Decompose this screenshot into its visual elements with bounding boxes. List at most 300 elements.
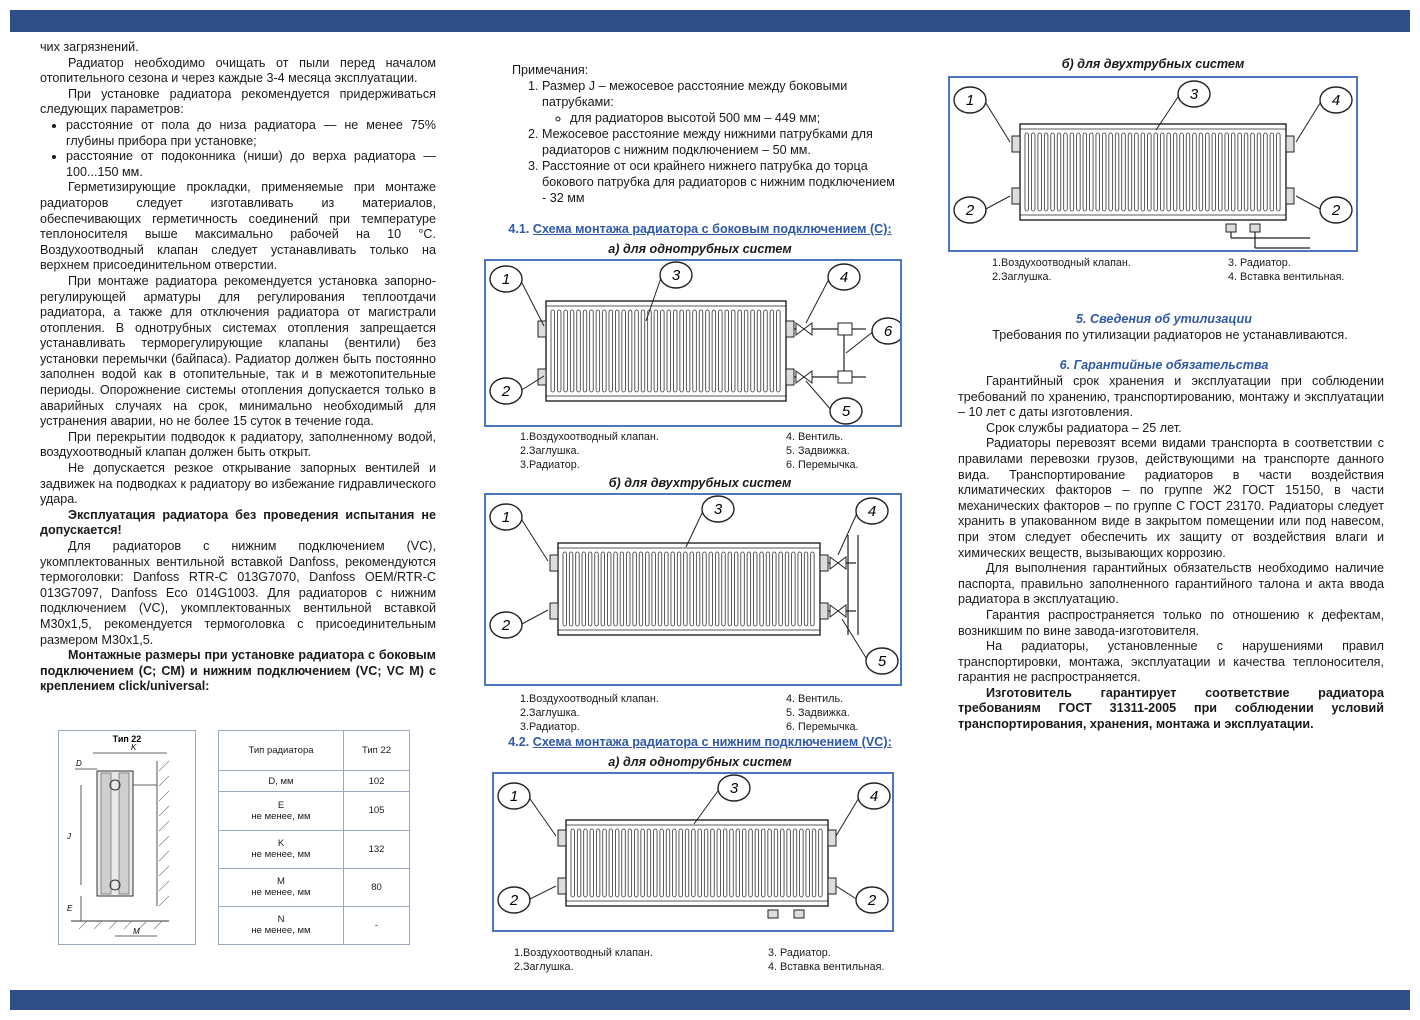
radiator-fin	[1160, 133, 1164, 211]
section-6-title: 6. Гарантийные обязательства	[1059, 358, 1269, 372]
section-41-title: 4.1. Схема монтажа радиатора с боковым подключением (С):	[508, 222, 892, 236]
radiator-fin	[712, 310, 716, 392]
radiator-fin	[722, 552, 725, 626]
radiator-fin	[577, 310, 581, 392]
radiator-fin	[557, 310, 561, 392]
callout-number: 1	[501, 271, 511, 288]
note-item: 1. Размер J – межосевое расстояние между боковыми патрубками: ◦ для радиаторов высотой 500 мм – 449 мм;	[542, 78, 896, 126]
callout-leader	[520, 610, 548, 625]
radiator-fin	[690, 552, 693, 626]
radiator-fin	[757, 310, 761, 392]
diagram-bottom-single-pipe	[492, 772, 894, 932]
legend-side-a	[520, 430, 659, 472]
callout-number: 3	[671, 267, 681, 284]
radiator-fin	[671, 552, 674, 626]
radiator-fin	[699, 310, 703, 392]
radiator-fin	[609, 310, 613, 392]
radiator-fin	[781, 829, 784, 897]
legend-item: 6. Перемычка.	[786, 459, 859, 471]
radiator-fin	[607, 552, 610, 626]
radiator-fin	[628, 310, 632, 392]
section-6-text	[958, 374, 1384, 733]
radiator-fin	[582, 552, 585, 626]
paragraph: Герметизирующие прокладки, применяемые при монтаже радиаторов следует изготавливать из материалов, обеспечивающих герметичность соединений при температуре теплоносителя выше максимально рабочей на 10 °С. Воздухоотводный клапан следует устанавливать только на верхнем присоединительном отверстии.	[40, 180, 436, 273]
legend-item: 3. Радиатор.	[768, 947, 831, 959]
radiator-fin	[698, 829, 701, 897]
radiator-fin	[660, 829, 663, 897]
note-item: 3. Расстояние от оси крайнего нижнего патрубка до торца бокового патрубка для радиаторов с нижним подключением - 32 мм	[542, 158, 896, 206]
radiator-fin	[673, 310, 677, 392]
radiator-fin	[590, 829, 593, 897]
callout-number: 2	[1331, 202, 1341, 219]
legend-side-b-right	[786, 692, 859, 734]
callout-number: 5	[877, 653, 887, 670]
valve-symbol	[796, 323, 812, 335]
warranty-statement: Изготовитель гарантирует соответствие радиатора требованиям ГОСТ 31311-2005 при соблюдении условий транспортирования, хранения, монтажа и эксплуатации.	[958, 685, 1384, 732]
pipe-fitting	[1286, 188, 1294, 204]
radiator-fin	[792, 552, 795, 626]
radiator-fin	[1225, 133, 1229, 211]
callout-leader	[1296, 196, 1322, 210]
radiator-fin	[569, 552, 572, 626]
legend-item: 3.Радиатор.	[520, 459, 580, 471]
radiator-fin	[1180, 133, 1184, 211]
table-cell: K не менее, мм	[219, 830, 344, 868]
radiator-fin	[793, 829, 796, 897]
radiator-fin	[1115, 133, 1119, 211]
radiator-fin	[800, 829, 803, 897]
radiator-fin	[706, 310, 710, 392]
radiator-fin	[774, 829, 777, 897]
bottom-connector	[1250, 224, 1260, 232]
radiator-fin	[1167, 133, 1171, 211]
legend-item: 2.Заглушка.	[992, 271, 1052, 283]
table-cell: M не менее, мм	[219, 868, 344, 906]
radiator-fin	[590, 310, 594, 392]
callout-leader	[984, 100, 1010, 142]
legend-item: 4. Вставка вентильная.	[1228, 271, 1345, 283]
callout-leader	[520, 279, 544, 326]
paragraph: Срок службы радиатора – 25 лет.	[986, 420, 1182, 435]
radiator-fin	[760, 552, 763, 626]
radiator-fin	[755, 829, 758, 897]
pipe-fitting	[538, 321, 546, 337]
legend-item: 4. Вентиль.	[786, 693, 844, 705]
radiator-fin	[577, 829, 580, 897]
legend-bottom-a	[514, 946, 653, 974]
callout-number: 1	[509, 788, 519, 805]
legend-bottom-b-right	[1228, 256, 1344, 284]
valve-symbol	[830, 605, 846, 617]
callout-number: 2	[501, 617, 511, 634]
paragraph: При установке радиатора рекомендуется придерживаться следующих параметров:	[40, 86, 436, 117]
callout-number: 3	[713, 501, 723, 518]
radiator-fin	[596, 829, 599, 897]
legend-item: 1.Воздухоотводный клапан.	[520, 431, 659, 443]
radiator-fin	[804, 552, 807, 626]
radiator-fin	[595, 552, 598, 626]
table-row	[219, 906, 410, 944]
section-5-title: 5. Сведения об утилизации	[1076, 312, 1252, 326]
radiator-fin	[1251, 133, 1255, 211]
callout-number: 1	[965, 92, 975, 109]
gate-valve	[838, 371, 852, 383]
legend-side-b	[520, 692, 659, 734]
radiator-fin	[693, 310, 697, 392]
radiator-fin	[646, 552, 649, 626]
pipe-fitting	[786, 321, 794, 337]
radiator-fin	[1206, 133, 1210, 211]
radiator-fin	[658, 552, 661, 626]
warning-paragraph: Эксплуатация радиатора без проведения испытания не допускается!	[40, 507, 436, 538]
radiator-fin	[635, 310, 639, 392]
pipe-fitting	[550, 555, 558, 571]
callout-number: 2	[867, 892, 877, 909]
radiator-fin	[798, 552, 801, 626]
diagram-side-single-pipe	[484, 259, 902, 427]
radiator-fin	[563, 552, 566, 626]
radiator-fin	[635, 829, 638, 897]
radiator-fin	[715, 552, 718, 626]
radiator-fin	[1122, 133, 1126, 211]
table-header-cell: Тип 22	[344, 731, 410, 771]
svg-text:E: E	[67, 904, 73, 913]
pipe-fitting	[820, 603, 828, 619]
section-42-title: 4.2. Схема монтажа радиатора с нижним подключением (VC):	[508, 735, 892, 749]
radiator-fin	[725, 310, 729, 392]
paragraph: При монтаже радиатора рекомендуется установка запорно-регулирующей арматуры для регулирования теплоотдачи радиатора, а также для отключения радиатора от магистрали отопления. В однотрубных системах отопления запрещается устанавливать терморегулирующие клапаны (вентили) без установки перемычки (байпаса). Радиатор должен быть постоянно заполнен водой как в отопительные, так и в межотопительные периоды. Опорожнение системы отопления допускается только в аварийных случаях на срок, минимально необходимый для устранения аварии, но не более 15 суток в течение года.	[40, 273, 436, 429]
radiator-fin	[1044, 133, 1048, 211]
legend-item: 3.Радиатор.	[520, 721, 580, 733]
radiator-fin	[719, 310, 723, 392]
notes-heading: Примечания:	[512, 63, 589, 77]
radiator-fin	[641, 829, 644, 897]
radiator-fin	[1109, 133, 1113, 211]
radiator-fin	[1128, 133, 1132, 211]
radiator-body	[546, 301, 786, 401]
radiator-fin	[1264, 133, 1268, 211]
table-cell: E не менее, мм	[219, 792, 344, 830]
legend-item: 3. Радиатор.	[1228, 257, 1291, 269]
radiator-fin	[639, 552, 642, 626]
bottom-connector	[1226, 224, 1236, 232]
radiator-fin	[1238, 133, 1242, 211]
pipe-fitting	[558, 830, 566, 846]
callout-number: 4	[1331, 92, 1341, 109]
radiator-fin	[1038, 133, 1042, 211]
radiator-fin	[741, 552, 744, 626]
radiator-fin	[1154, 133, 1158, 211]
callout-leader	[836, 886, 858, 900]
radiator-fin	[564, 310, 568, 392]
section-41-sub-a: а) для однотрубных систем	[608, 242, 792, 256]
paragraph: Радиаторы перевозят всеми видами транспорта в соответствии с правилами перевозки грузов, действующими на транспорте данного вида. Транспортирование радиаторов в части воздействия климатических факторов – по группе Ж2 ГОСТ 15150, в части механических факторов – по группе С ГОСТ 23170. Радиаторы следует хранить в упакованном виде в закрытом помещении или под навесом, при этом следует обеспечить их защиту от воздействия влаги и химических веществ, вызывающих коррозию.	[958, 436, 1384, 560]
radiator-fin	[652, 552, 655, 626]
radiator-fin	[1199, 133, 1203, 211]
radiator-fin	[744, 310, 748, 392]
radiator-fin	[1219, 133, 1223, 211]
radiator-fin	[1277, 133, 1281, 211]
radiator-fin	[603, 829, 606, 897]
radiator-fin	[1090, 133, 1094, 211]
radiator-fin	[785, 552, 788, 626]
paragraph: Для выполнения гарантийных обязательств необходимо наличие паспорта, правильно заполненного гарантийного талона и акта ввода радиатора в эксплуатацию.	[958, 561, 1384, 607]
radiator-fin	[654, 310, 658, 392]
paragraph: При перекрытии подводок к радиатору, заполненному водой, воздухоотводный клапан должен быть открыт.	[40, 429, 436, 460]
callout-number: 3	[729, 780, 739, 797]
radiator-fin	[614, 552, 617, 626]
radiator-fin	[1212, 133, 1216, 211]
legend-item: 1.Воздухоотводный клапан.	[992, 257, 1131, 269]
mounting-dimensions-heading: Монтажные размеры при установке радиатора с боковым подключением (С; СМ) и нижним подключением (VC; VC M) с креплением click/universal:	[40, 648, 436, 694]
radiator-fin	[680, 310, 684, 392]
callout-leader	[520, 517, 548, 561]
radiator-fin	[779, 552, 782, 626]
radiator-fin	[811, 552, 814, 626]
radiator-fin	[1141, 133, 1145, 211]
valve-symbol	[796, 371, 812, 383]
radiator-fin	[1025, 133, 1029, 211]
left-column-text	[40, 40, 436, 695]
callout-leader	[806, 381, 832, 411]
radiator-fin	[588, 552, 591, 626]
radiator-fin	[596, 310, 600, 392]
radiator-fin	[692, 829, 695, 897]
radiator-fin	[571, 829, 574, 897]
section-41-sub-b: б) для двухтрубных систем	[608, 476, 792, 490]
callout-number: 3	[1189, 86, 1199, 103]
radiator-fin	[603, 310, 607, 392]
callout-leader	[1296, 100, 1322, 142]
section-42-sub-a: а) для однотрубных систем	[608, 755, 792, 769]
table-row	[219, 830, 410, 868]
callout-leader	[806, 277, 830, 323]
radiator-fin	[812, 829, 815, 897]
legend-item: 2.Заглушка.	[514, 961, 574, 973]
paragraph: Радиатор необходимо очищать от пыли перед началом отопительного сезона и через каждые 3-4 месяца эксплуатации.	[40, 55, 436, 86]
top-band	[10, 10, 1410, 32]
radiator-fin	[766, 552, 769, 626]
svg-text:M: M	[133, 927, 140, 936]
radiator-fin	[704, 829, 707, 897]
radiator-fin	[1057, 133, 1061, 211]
radiator-fin	[615, 310, 619, 392]
gate-valve	[838, 323, 852, 335]
radiator-fin	[667, 310, 671, 392]
radiator-fin	[1135, 133, 1139, 211]
radiator-fin	[601, 552, 604, 626]
radiator-fin	[819, 829, 822, 897]
radiator-fin	[647, 829, 650, 897]
radiator-fin	[731, 310, 735, 392]
radiator-fin	[709, 552, 712, 626]
radiator-fin	[1173, 133, 1177, 211]
radiator-fin	[777, 310, 781, 392]
pipe-fitting	[828, 878, 836, 894]
table-header-row	[219, 731, 410, 771]
radiator-fin	[584, 829, 587, 897]
table-cell: 80	[344, 868, 410, 906]
radiator-fin	[679, 829, 682, 897]
list-item: • расстояние от подоконника (ниши) до верха радиатора — 100...150 мм.	[66, 149, 436, 180]
callout-leader	[528, 796, 556, 836]
radiator-fin	[570, 310, 574, 392]
radiator-fin	[703, 552, 706, 626]
radiator-fin	[738, 310, 742, 392]
legend-item: 4. Вставка вентильная.	[768, 961, 885, 973]
bottom-connector	[768, 910, 778, 918]
radiator-fin	[787, 829, 790, 897]
legend-bottom-a-right	[768, 946, 884, 974]
radiator-fin	[770, 310, 774, 392]
notes-list	[512, 78, 896, 206]
table-row	[219, 792, 410, 830]
paragraph: Гарантийный срок хранения и эксплуатации при соблюдении требований по хранению, транспортированию, монтажу и эксплуатации – 10 лет с даты изготовления.	[958, 374, 1384, 420]
radiator-fin	[1051, 133, 1055, 211]
callout-leader	[686, 509, 704, 547]
callout-number: 4	[839, 269, 849, 286]
radiator-fin	[622, 310, 626, 392]
paragraph: На радиаторы, установленные с нарушениями правил транспортировки, монтажа, эксплуатации и качества теплоносителя, гарантия не распространяется.	[958, 639, 1384, 685]
radiator-fin	[615, 829, 618, 897]
radiator-fin	[686, 310, 690, 392]
radiator-fin	[677, 552, 680, 626]
pipe-fitting	[550, 603, 558, 619]
radiator-fin	[620, 552, 623, 626]
table-cell: D, мм	[219, 771, 344, 792]
radiator-fin	[728, 552, 731, 626]
svg-text:J: J	[67, 832, 71, 841]
radiator-fin	[747, 552, 750, 626]
radiator-fin	[762, 829, 765, 897]
table-cell: 132	[344, 830, 410, 868]
section-5-text: Требования по утилизации радиаторов не устанавливаются.	[992, 328, 1348, 342]
radiator-fin	[1148, 133, 1152, 211]
radiator-fin	[648, 310, 652, 392]
radiator-fin	[723, 829, 726, 897]
legend-item: 2.Заглушка.	[520, 707, 580, 719]
radiator-fin	[1244, 133, 1248, 211]
radiator-fin	[1031, 133, 1035, 211]
pipe-fitting	[558, 878, 566, 894]
radiator-side-view-drawing	[59, 731, 195, 944]
radiator-fin	[627, 552, 630, 626]
table-cell: 105	[344, 792, 410, 830]
radiator-fin	[768, 829, 771, 897]
dimension-table	[218, 730, 410, 945]
parameters-list	[40, 118, 436, 180]
list-item: • расстояние от пола до низа радиатора — не менее 75% глубины прибора при установке;	[66, 118, 436, 149]
radiator-fin	[730, 829, 733, 897]
table-header-cell: Тип радиатора	[219, 731, 344, 771]
radiator-fin	[633, 552, 636, 626]
pipe-fitting	[1286, 136, 1294, 152]
radiator-fin	[665, 552, 668, 626]
diagram-bottom-two-pipe	[948, 76, 1358, 252]
callout-leader	[984, 196, 1010, 210]
callout-leader	[694, 788, 720, 824]
bottom-connector	[794, 910, 804, 918]
radiator-fin	[622, 829, 625, 897]
legend-item: 1.Воздухоотводный клапан.	[514, 947, 653, 959]
radiator-fin	[661, 310, 665, 392]
svg-text:D: D	[76, 759, 82, 768]
radiator-fin	[666, 829, 669, 897]
callout-number: 2	[965, 202, 975, 219]
radiator-fin	[1257, 133, 1261, 211]
callout-leader	[842, 619, 868, 661]
radiator-fin	[1070, 133, 1074, 211]
radiator-fin	[609, 829, 612, 897]
radiator-fin	[684, 552, 687, 626]
notes-block	[512, 62, 896, 206]
paragraph: Для радиаторов с нижним подключением (VC), укомплектованных вентильной вставкой Danfoss, рекомендуются термоголовки: Danfoss RTR-C 013G7070, Danfoss OEM/RTR-C 013G7097, Danfoss Eco 014G1003. Для радиаторов с нижним подключением (VC), укомплектованных вентильной вставкой М30х1,5, рекомендуется термоголовка с присоединительным размером М30х1,5.	[40, 539, 436, 647]
dimension-drawing	[58, 730, 196, 945]
legend-item: 1.Воздухоотводный клапан.	[520, 693, 659, 705]
radiator-fin	[654, 829, 657, 897]
radiator-fin	[1096, 133, 1100, 211]
legend-item: 4. Вентиль.	[786, 431, 844, 443]
legend-item: 5. Задвижка.	[786, 707, 850, 719]
radiator-fin	[1064, 133, 1068, 211]
paragraph: Гарантия распространяется только по отношению к дефектам, возникшим по вине завода-изготовителя.	[958, 607, 1384, 638]
radiator-fin	[628, 829, 631, 897]
callout-leader	[836, 796, 860, 836]
callout-number: 2	[501, 383, 511, 400]
note-item: 2. Межосевое расстояние между нижними патрубками для радиаторов с нижним подключением – 50 мм.	[542, 126, 896, 158]
radiator-fin	[1186, 133, 1190, 211]
paragraph: Не допускается резкое открывание запорных вентилей и задвижек на подводках к радиатору во избежание гидравлического удара.	[40, 461, 436, 507]
table-row	[219, 868, 410, 906]
radiator-fin	[696, 552, 699, 626]
radiator-fin	[764, 310, 768, 392]
table-cell: 102	[344, 771, 410, 792]
radiator-fin	[673, 829, 676, 897]
legend-item: 6. Перемычка.	[786, 721, 859, 733]
radiator-fin	[734, 552, 737, 626]
radiator-fin	[1083, 133, 1087, 211]
radiator-fin	[576, 552, 579, 626]
radiator-fin	[806, 829, 809, 897]
legend-item: 5. Задвижка.	[786, 445, 850, 457]
callout-number: 4	[867, 503, 877, 520]
radiator-fin	[1231, 133, 1235, 211]
pipe-fitting	[1012, 188, 1020, 204]
svg-text:K: K	[131, 743, 137, 752]
legend-side-a-right	[786, 430, 859, 472]
valve-symbol	[830, 557, 846, 569]
radiator-fin	[641, 310, 645, 392]
paragraph: чих загрязнений.	[40, 40, 139, 54]
legend-bottom-b	[992, 256, 1131, 284]
bottom-band	[10, 990, 1410, 1010]
callout-number: 4	[869, 788, 879, 805]
callout-leader	[528, 886, 556, 900]
table-row	[219, 771, 410, 792]
radiator-fin	[749, 829, 752, 897]
callout-number: 2	[509, 892, 519, 909]
radiator-fin	[551, 310, 555, 392]
callout-number: 1	[501, 509, 511, 526]
radiator-fin	[754, 552, 757, 626]
table-cell: N не менее, мм	[219, 906, 344, 944]
radiator-fin	[742, 829, 745, 897]
radiator-fin	[1077, 133, 1081, 211]
radiator-fin	[751, 310, 755, 392]
radiator-fin	[717, 829, 720, 897]
radiator-fin	[711, 829, 714, 897]
radiator-fin	[1270, 133, 1274, 211]
